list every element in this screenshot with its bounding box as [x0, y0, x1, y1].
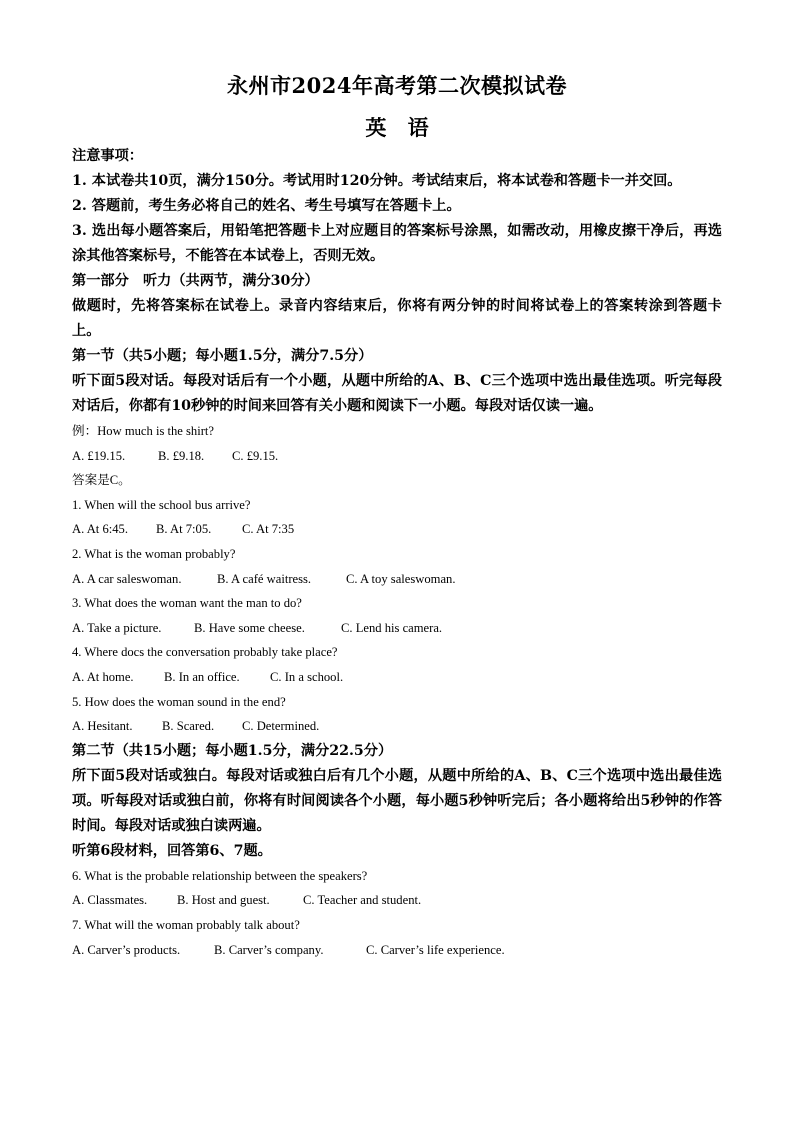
option: B. Scared.	[162, 719, 215, 734]
option: A. Carver’s products.	[72, 942, 181, 957]
question-6: 6. What is the probable relationship between the speakers?	[72, 868, 368, 883]
section1-title: 第一节（共5小题；每小题1.5分，满分7.5分）	[72, 348, 373, 364]
example-question: 例：How much is the shirt?	[72, 424, 215, 438]
option: A. A car saleswoman.	[72, 571, 182, 586]
question-6-options	[72, 888, 722, 913]
option: C. £9.15.	[232, 448, 279, 463]
question-2: 2. What is the woman probably?	[72, 546, 236, 561]
example-options	[72, 444, 722, 469]
option: C. In a school.	[270, 669, 344, 684]
option: B. £9.18.	[158, 448, 205, 463]
section1-instruction: 听下面5段对话。每段对话后有一个小题，从题中所给的A、B、C三个选项中选出最佳选项。听完每段对话后，你都有10秒钟的时间来回答有关小题和阅读下一小题。每段对话仅读一遍。	[72, 373, 722, 414]
option: A. Take a picture.	[72, 620, 162, 635]
question-3-options	[72, 616, 722, 641]
option: B. In an office.	[164, 669, 240, 684]
option: A. Classmates.	[72, 893, 148, 908]
part1-title: 第一部分 听力（共两节，满分30分）	[72, 273, 319, 289]
question-2-options	[72, 567, 722, 592]
notice-item: 3. 选出每小题答案后，用铅笔把答题卡上对应题目的答案标号涂黑，如需改动，用橡皮擦干净后，再选涂其他答案标号，不能答在本试卷上，否则无效。	[72, 223, 722, 264]
option: A. At home.	[72, 669, 134, 684]
material-heading: 听第6段材料，回答第6、7题。	[72, 842, 272, 859]
notice-item: 2. 答题前，考生务必将自己的姓名、考生号填写在答题卡上。	[72, 198, 461, 214]
question-3: 3. What does the woman want the man to do?	[72, 596, 302, 611]
option: A. £19.15.	[72, 448, 126, 463]
example-answer: 答案是C。	[72, 473, 131, 488]
question-5-options	[72, 714, 722, 739]
exam-subject: 英 语	[365, 115, 429, 140]
option: C. A toy saleswoman.	[346, 571, 456, 586]
option: A. Hesitant.	[72, 719, 133, 734]
option: C. Lend his camera.	[341, 620, 443, 635]
question-1: 1. When will the school bus arrive?	[72, 497, 251, 512]
option: B. Host and guest.	[177, 893, 270, 908]
option: A. At 6:45.	[72, 522, 128, 537]
option: C. Determined.	[242, 719, 320, 734]
notice-heading: 注意事项：	[72, 148, 143, 164]
question-4: 4. Where docs the conversation probably take place?	[72, 645, 338, 660]
exam-content	[72, 144, 722, 962]
option: B. Have some cheese.	[194, 620, 305, 635]
option: C. Teacher and student.	[303, 893, 422, 908]
option: C. Carver’s life experience.	[366, 942, 505, 957]
notice-item: 1. 本试卷共10页，满分150分。考试用时120分钟。考试结束后，将本试卷和答题卡一并交回。	[72, 173, 682, 189]
question-4-options	[72, 665, 722, 690]
question-5: 5. How does the woman sound in the end?	[72, 694, 286, 709]
option: B. A café waitress.	[217, 571, 312, 586]
question-7-options	[72, 938, 722, 963]
option: C. At 7:35	[242, 522, 295, 537]
section2-instruction: 所下面5段对话或独白。每段对话或独白后有几个小题，从题中所给的A、B、C三个选项中选出最佳选项。听每段对话或独白前，你将有时间阅读各个小题，每小题5秒钟听完后；各小题将给出5秒钟的作答时间。每段对话或独白读两遍。	[72, 767, 722, 834]
exam-title: 永州市2024年高考第二次模拟试卷	[227, 73, 567, 98]
question-1-options	[72, 517, 722, 542]
part1-instruction: 做题时，先将答案标在试卷上。录音内容结束后，你将有两分钟的时间将试卷上的答案转涂到答题卡上。	[72, 298, 722, 339]
question-7: 7. What will the woman probably talk about?	[72, 917, 300, 932]
option: B. At 7:05.	[156, 522, 212, 537]
option: B. Carver’s company.	[214, 942, 324, 957]
section2-title: 第二节（共15小题；每小题1.5分，满分22.5分）	[72, 742, 393, 759]
